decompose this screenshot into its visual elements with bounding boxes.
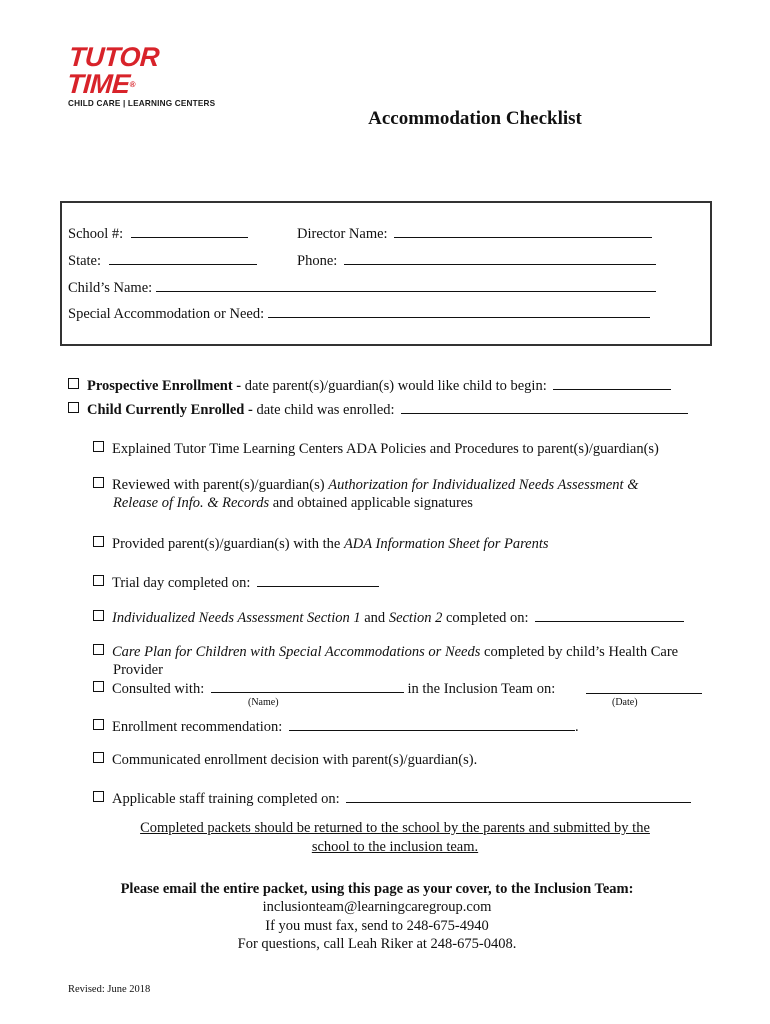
child-name-input-line[interactable] [156,277,656,292]
child-name-field [68,277,656,297]
communicated-text: Communicated enrollment decision with parent(s)/guardian(s). [112,752,478,768]
reviewed-text: Reviewed with parent(s)/guardian(s) [112,477,325,493]
trial-day-text: Trial day completed on: [112,575,251,591]
notice-line-1: Completed packets should be returned to the school by the parents and submitted by the [140,820,650,836]
care-plan-provider-text: Provider [113,662,163,678]
consulted-text: Consulted with: [112,681,205,697]
director-input-line[interactable] [394,223,652,238]
checklist-item-communicated [93,752,477,769]
prospective-enrollment-row [68,375,671,395]
communicated-checkbox[interactable] [93,752,104,763]
checklist-item-staff-training [93,788,691,808]
logo-wordmark [66,44,220,98]
checklist-item-trial-day [93,572,379,592]
contact-questions: For questions, call Leah Riker at 248-675-0408. [237,936,517,952]
special-need-input-line[interactable] [268,303,650,318]
staff-training-text: Applicable staff training completed on: [112,791,340,807]
prospective-checkbox[interactable] [68,378,79,389]
ina-section2-name: Section 2 [388,610,443,626]
reviewed-post-text: and obtained applicable signatures [272,495,473,511]
care-plan-text: completed by child’s Health Care [484,644,679,660]
current-enrolled-date-line[interactable] [401,399,688,414]
prospective-text: date parent(s)/guardian(s) would like child to begin: [244,378,547,394]
special-need-field [68,303,650,323]
trial-day-checkbox[interactable] [93,575,104,586]
page-title: Accommodation Checklist [368,108,582,129]
checklist-item-ina [93,607,684,627]
contact-fax: If you must fax, send to 248-675-4940 [265,918,489,934]
trial-day-date-line[interactable] [257,572,379,587]
prospective-date-line[interactable] [553,375,671,390]
current-enrolled-checkbox[interactable] [68,402,79,413]
checklist-item-care-plan [93,644,678,661]
care-plan-checkbox[interactable] [93,644,104,655]
current-enrolled-text: date child was enrolled: [256,402,395,418]
staff-training-date-line[interactable] [346,788,691,803]
reviewed-form-name: Authorization for Individualized Needs Assessment & [328,477,639,493]
contact-heading: Please email the entire packet, using this page as your cover, to the Inclusion Team: [120,881,634,897]
checklist-item-enrollment-rec [93,716,579,736]
state-field [68,250,257,270]
state-label: State: [68,253,102,269]
staff-training-checkbox[interactable] [93,791,104,802]
notice-line-2: school to the inclusion team. [311,839,479,855]
checklist-item-reviewed-line2 [113,495,473,512]
logo-registered-mark: ® [129,80,136,89]
inclusion-team-text: in the Inclusion Team on: [407,681,556,697]
consulted-checkbox[interactable] [93,681,104,692]
school-label: School #: [68,226,124,242]
care-plan-name: Care Plan for Children with Special Accommodations or Needs [112,644,481,660]
director-label: Director Name: [297,226,388,242]
ada-info-sheet-name: ADA Information Sheet for Parents [343,536,549,552]
name-caption: (Name) [248,697,279,708]
director-field [297,223,652,243]
phone-field [297,250,656,270]
ina-section1-name: Individualized Needs Assessment Section 1 [112,610,361,626]
current-enrolled-heading: Child Currently Enrolled - [87,402,253,418]
enrollment-rec-text: Enrollment recommendation: [112,719,283,735]
tutor-time-logo [66,42,218,108]
provided-checkbox[interactable] [93,536,104,547]
ina-completed-text: completed on: [446,610,529,626]
current-enrollment-row [68,399,688,419]
ada-policies-text: Explained Tutor Time Learning Centers ADA Policies and Procedures to parent(s)/guardian(s) [112,441,659,457]
enrollment-rec-line[interactable] [289,716,575,731]
special-need-label: Special Accommodation or Need: [68,306,265,322]
contact-email[interactable]: inclusionteam@learningcaregroup.com [262,899,492,915]
checklist-item-reviewed [93,477,638,494]
checklist-item-consulted [93,678,555,698]
child-name-label: Child’s Name: [68,280,153,296]
date-caption: (Date) [612,697,638,708]
logo-tagline: CHILD CARE | LEARNING CENTERS [68,99,216,108]
reviewed-checkbox[interactable] [93,477,104,488]
enrollment-rec-period: . [574,719,579,735]
ada-policies-checkbox[interactable] [93,441,104,452]
ina-and-text: and [364,610,386,626]
checklist-item-ada-policies [93,441,659,458]
revised-date: Revised: June 2018 [68,984,151,995]
provided-text: Provided parent(s)/guardian(s) with the [112,536,341,552]
ina-checkbox[interactable] [93,610,104,621]
enrollment-rec-checkbox[interactable] [93,719,104,730]
consulted-name-line[interactable] [211,678,404,693]
state-input-line[interactable] [109,250,257,265]
ina-date-line[interactable] [535,607,684,622]
checklist-item-provided [93,536,549,553]
consulted-date-line[interactable] [586,679,702,694]
school-field [68,223,248,243]
phone-input-line[interactable] [344,250,656,265]
logo-main-text: TUTOR TIME [66,42,161,99]
release-form-name: Release of Info. & Records [113,495,270,511]
phone-label: Phone: [297,253,338,269]
prospective-heading: Prospective Enrollment - [87,378,242,394]
school-input-line[interactable] [131,223,248,238]
